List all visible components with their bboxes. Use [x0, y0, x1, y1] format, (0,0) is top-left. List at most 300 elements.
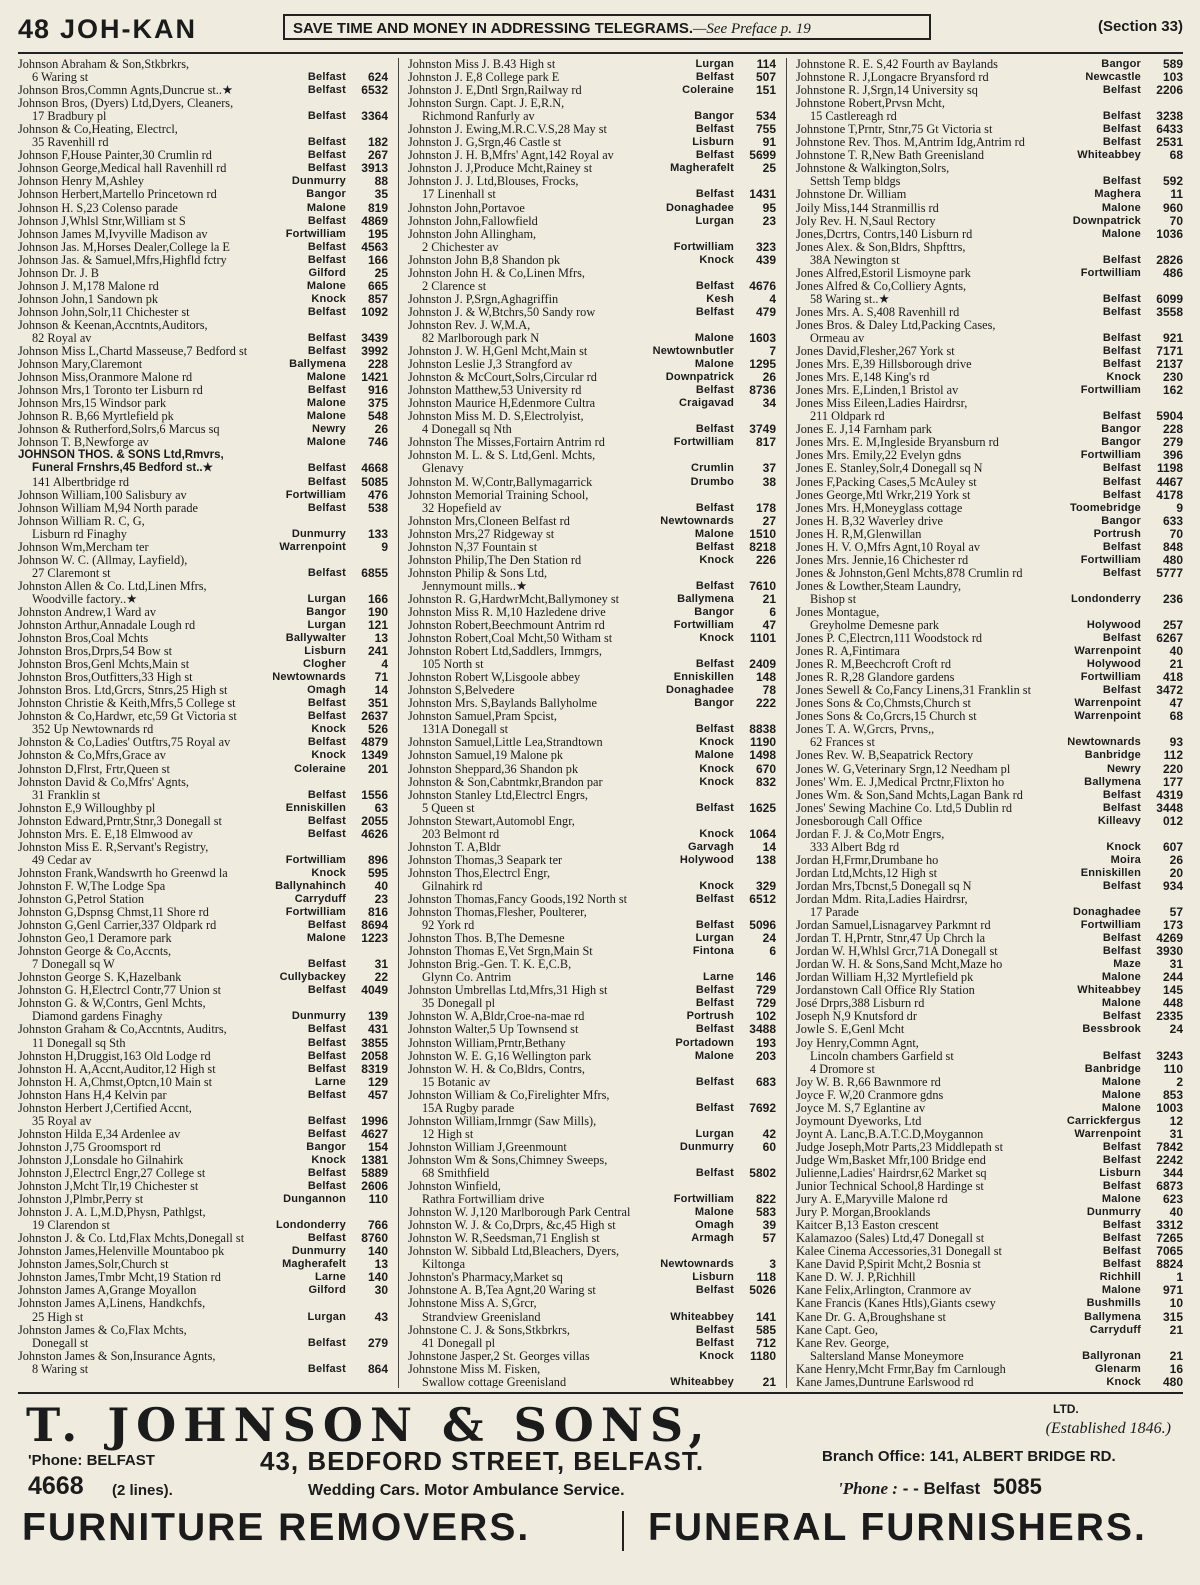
entry-number: 14: [374, 683, 388, 698]
entry-name: 82 Royal av: [32, 331, 92, 345]
entry-number: 220: [1162, 761, 1183, 776]
entry-name: 31 Franklin st: [32, 788, 101, 802]
entry-name: 8 Waring st: [32, 1362, 89, 1376]
entry-place: Knock: [311, 723, 346, 736]
directory-entry: [796, 358, 1183, 371]
directory-entry: [18, 136, 388, 149]
entry-name: Julienne,Ladies' Hairdrsr,62 Market sq: [796, 1166, 987, 1180]
entry-name: Joyce M. S,7 Eglantine av: [796, 1101, 926, 1115]
directory-entry: [796, 971, 1183, 984]
entry-number: 70: [1169, 526, 1183, 541]
entry-number: 486: [1162, 265, 1183, 280]
entry-number: 3930: [1156, 944, 1183, 959]
entry-name: Jones' Sewing Machine Co. Ltd,5 Dublin rd: [796, 801, 1013, 815]
entry-name: Johnston & Co,Mfrs,Grace av: [18, 749, 166, 763]
directory-entry: [408, 580, 776, 593]
entry-name: Johnstone T,Prntr, Stnr,75 Gt Victoria st: [796, 123, 993, 137]
entry-name: Johnston J. P,Srgn,Aghagriffin: [408, 292, 559, 306]
entry-number: 20: [1169, 865, 1183, 880]
header-rule: [18, 52, 1183, 54]
entry-name: Johnston Thos. B,The Demesne: [408, 932, 565, 946]
entry-number: 766: [367, 1218, 388, 1233]
entry-number: 1003: [1156, 1100, 1183, 1115]
entry-place: Belfast: [1102, 1153, 1141, 1166]
entry-number: 7692: [749, 1100, 776, 1115]
entry-name: Jones Mrs. Jennie,16 Chichester rd: [796, 553, 969, 567]
entry-number: 88: [374, 174, 388, 189]
entry-name: Johnston Philip & Sons Ltd,: [408, 566, 548, 580]
directory-entry: [18, 906, 388, 919]
entry-place: Fortwilliam: [285, 227, 346, 240]
entry-place: Lisburn: [304, 645, 346, 658]
entry-number: 228: [367, 357, 388, 372]
entry-number: 5889: [361, 1165, 388, 1180]
entry-name: Kane Dr. G. A,Broughshane st: [796, 1310, 946, 1324]
entry-name: Funeral Frnshrs,45 Bedford st..★: [32, 462, 213, 475]
entry-name: Johnson George,Medical hall Ravenhill rd: [18, 162, 227, 176]
entry-name: 4 Donegall sq Nth: [422, 423, 512, 437]
directory-entry: [796, 958, 1183, 971]
entry-place: Lurgan: [307, 619, 346, 632]
entry-number: 7065: [1156, 1244, 1183, 1259]
directory-entry: [18, 880, 388, 893]
directory-entry: [18, 1284, 388, 1297]
entry-name: Johnston William,Irnmgr (Saw Mills),: [408, 1114, 597, 1128]
directory-entry: [18, 619, 388, 632]
directory-entry: [18, 554, 388, 567]
entry-name: Johnston J,Electrcl Engr,27 College st: [18, 1166, 206, 1180]
entry-number: 1431: [749, 187, 776, 202]
entry-place: Knock: [699, 775, 734, 788]
entry-number: 8694: [361, 918, 388, 933]
entry-number: 3749: [749, 422, 776, 437]
entry-number: 448: [1162, 996, 1183, 1011]
telegram-banner: [283, 14, 931, 40]
entry-number: 154: [367, 1139, 388, 1154]
directory-entry: [796, 1089, 1183, 1102]
entry-place: Banbridge: [1084, 1062, 1141, 1075]
entry-number: 139: [367, 1009, 388, 1024]
entry-place: Bangor: [1101, 423, 1141, 436]
entry-place: Belfast: [307, 1114, 346, 1127]
entry-name: Johnston Miss J. B.43 High st: [408, 58, 556, 71]
entry-name: Woodville factory..★: [32, 592, 138, 606]
entry-place: Lurgan: [695, 1127, 734, 1140]
directory-entry: [18, 736, 388, 749]
directory-entry: [408, 84, 776, 97]
entry-number: 40: [1169, 1205, 1183, 1220]
entry-place: Ballywalter: [285, 632, 346, 645]
entry-place: [1135, 97, 1145, 110]
directory-entry: [796, 1245, 1183, 1258]
entry-number: 3558: [1156, 304, 1183, 319]
directory-entry: [18, 58, 388, 71]
entry-number: 1381: [361, 1152, 388, 1167]
entry-place: [728, 958, 738, 971]
entry-place: Lisburn: [692, 1271, 734, 1284]
entry-name: Jowle S. E,Genl Mcht: [796, 1023, 905, 1037]
directory-entry: [408, 293, 776, 306]
entry-name: Kane Felix,Arlington, Cranmore av: [796, 1284, 972, 1298]
entry-number: 11: [1170, 187, 1183, 202]
entry-place: Belfast: [695, 579, 734, 592]
entry-name: Kane Capt. Geo,: [796, 1323, 878, 1337]
directory-entry: [796, 1102, 1183, 1115]
entry-name: 19 Clarendon st: [32, 1219, 110, 1233]
entry-name: Jones Alex. & Son,Bldrs, Shpfttrs,: [796, 240, 966, 254]
directory-entry: [796, 1154, 1183, 1167]
directory-entry: [796, 502, 1183, 515]
directory-entry: [408, 984, 776, 997]
entry-number: 1: [1176, 1270, 1183, 1285]
entry-place: Belfast: [1102, 566, 1141, 579]
entry-name: Johnston Stanley Ltd,Electrcl Engrs,: [408, 788, 588, 802]
entry-place: Knock: [699, 632, 734, 645]
entry-place: Bangor: [306, 188, 346, 201]
entry-name: Johnston Graham & Co,Accntnts, Auditrs,: [18, 1023, 227, 1037]
entry-name: Johnston Frank,Wandswrth ho Greenwd la: [18, 866, 228, 880]
entry-name: Johnston Allen & Co. Ltd,Linen Mfrs,: [18, 579, 207, 593]
entry-place: Dunmurry: [291, 1010, 346, 1023]
entry-number: [738, 789, 776, 802]
entry-place: Belfast: [307, 919, 346, 932]
entry-number: 146: [755, 970, 776, 985]
entry-number: 6855: [361, 565, 388, 580]
directory-entry: [18, 1219, 388, 1232]
entry-name: Jones,Dcrtrs, Contrs,140 Lisburn rd: [796, 227, 973, 241]
directory-entry: [796, 854, 1183, 867]
entry-name: Diamond gardens Finaghy: [32, 1010, 163, 1024]
directory-entry: [408, 671, 776, 684]
directory-entry: [796, 384, 1183, 397]
entry-place: Belfast: [307, 331, 346, 344]
directory-entry: [408, 1180, 776, 1193]
entry-place: Malone: [694, 331, 734, 344]
entry-place: Londonderry: [275, 1219, 346, 1232]
directory-entry: [18, 384, 388, 397]
entry-number: 934: [1162, 878, 1183, 893]
directory-entry: [408, 619, 776, 632]
entry-number: 60: [762, 1139, 776, 1154]
directory-entry: [18, 893, 388, 906]
entry-number: 670: [755, 761, 776, 776]
entry-place: [340, 841, 350, 854]
entry-number: 6099: [1156, 291, 1183, 306]
entry-place: Belfast: [695, 384, 734, 397]
entry-number: 960: [1162, 200, 1183, 215]
entry-place: Belfast: [307, 149, 346, 162]
entry-name: Johnston Thomas,Flesher, Poulterer,: [408, 906, 587, 920]
entry-number: 31: [1169, 1126, 1183, 1141]
entry-place: Belfast: [307, 240, 346, 253]
entry-number: 34: [762, 396, 776, 411]
entry-name: Johnson W. C. (Allmay, Layfield),: [18, 553, 188, 567]
entry-number: 5699: [749, 148, 776, 163]
entry-name: Johnston Memorial Training School,: [408, 488, 589, 502]
entry-name: Johnston H,Druggist,163 Old Lodge rd: [18, 1049, 211, 1063]
entry-number: 3312: [1156, 1218, 1183, 1233]
entry-name: Johnston D,Flrst, Frtr,Queen st: [18, 762, 170, 776]
entry-name: Johnston F. W,The Lodge Spa: [18, 879, 166, 893]
directory-entry: [18, 254, 388, 267]
entry-number: 3448: [1156, 800, 1183, 815]
entry-number: 396: [1162, 448, 1183, 463]
entry-number: 102: [755, 1009, 776, 1024]
entry-place: [728, 867, 738, 880]
directory-entry: [408, 384, 776, 397]
entry-name: Johnston Robert Ltd,Saddlers, Irnmgrs,: [408, 645, 603, 659]
directory-entry: [18, 1141, 388, 1154]
entry-place: Belfast: [307, 1180, 346, 1193]
entry-number: 21: [1169, 1322, 1183, 1337]
entry-place: Magherafelt: [282, 1258, 346, 1271]
entry-number: [1145, 1037, 1183, 1050]
entry-place: Knock: [699, 553, 734, 566]
entry-number: [350, 1324, 388, 1337]
directory-entry: [18, 815, 388, 828]
entry-place: [340, 554, 350, 567]
entry-place: Coleraine: [682, 84, 734, 97]
entry-name: Jones H. R,M,Glenwillan: [796, 527, 922, 541]
directory-entry: [18, 645, 388, 658]
entry-place: Malone: [306, 279, 346, 292]
entry-place: Malone: [1101, 1101, 1141, 1114]
directory-entry: [796, 1141, 1183, 1154]
directory-column-3: [796, 58, 1183, 1388]
entry-name: Kalamazoo (Sales) Ltd,47 Donegall st: [796, 1232, 985, 1246]
advert-services: Wedding Cars. Motor Ambulance Service.: [308, 1482, 625, 1499]
entry-name: Kane James,Duntrune Earlswood rd: [796, 1375, 974, 1388]
entry-name: Johnston William & Co,Firelighter Mfrs,: [408, 1088, 610, 1102]
directory-entry: [408, 241, 776, 254]
entry-number: 173: [1162, 918, 1183, 933]
entry-number: 6873: [1156, 1179, 1183, 1194]
entry-number: 012: [1162, 813, 1183, 828]
entry-number: 43: [374, 1309, 388, 1324]
directory-entry: [18, 671, 388, 684]
directory-entry: [796, 580, 1183, 593]
directory-entry: [408, 932, 776, 945]
entry-number: 241: [367, 644, 388, 659]
entry-place: Knock: [699, 762, 734, 775]
entry-number: 103: [1162, 70, 1183, 85]
directory-entry: [796, 697, 1183, 710]
directory-entry: [796, 841, 1183, 854]
branch-phone-place: Belfast: [923, 1479, 981, 1498]
entry-number: 203: [755, 1048, 776, 1063]
entry-place: [1135, 162, 1145, 175]
entry-number: 853: [1162, 1087, 1183, 1102]
entry-name: Johnson J. M,178 Malone rd: [18, 279, 159, 293]
entry-place: Malone: [1101, 1284, 1141, 1297]
entry-name: JOHNSON THOS. & SONS Ltd,Rmvrs,: [18, 449, 224, 462]
entry-place: Lurgan: [695, 58, 734, 70]
entry-number: 182: [367, 135, 388, 150]
entry-number: 228: [1162, 422, 1183, 437]
entry-name: Johnston W. A,Bldr,Croe-na-mae rd: [408, 1010, 585, 1024]
directory-entry: [796, 1128, 1183, 1141]
directory-entry: [18, 919, 388, 932]
entry-name: Joseph N,9 Knutsford dr: [796, 1010, 917, 1024]
entry-place: Malone: [694, 358, 734, 371]
entry-place: Belfast: [307, 1232, 346, 1245]
entry-number: 7265: [1156, 1231, 1183, 1246]
entry-number: 4319: [1156, 787, 1183, 802]
directory-entry: [18, 423, 388, 436]
directory-entry: [796, 567, 1183, 580]
entry-place: Knock: [311, 866, 346, 879]
entry-place: Knock: [1106, 371, 1141, 384]
entry-number: 6: [769, 604, 776, 619]
entry-place: Fortwilliam: [1080, 919, 1141, 932]
directory-entry: [18, 215, 388, 228]
entry-number: 5026: [749, 1283, 776, 1298]
directory-entry: [796, 345, 1183, 358]
directory-entry: [796, 815, 1183, 828]
entry-place: Gilford: [308, 266, 346, 279]
directory-entry: [796, 1258, 1183, 1271]
entry-place: Whiteabbey: [670, 1375, 734, 1388]
entry-place: [1135, 893, 1145, 906]
entry-place: Lurgan: [307, 592, 346, 605]
entry-place: Belfast: [1102, 410, 1141, 423]
directory-entry: [408, 945, 776, 958]
directory-entry: [408, 1010, 776, 1023]
entry-name: 41 Donegall pl: [422, 1336, 496, 1350]
entry-name: Jones Alfred,Estoril Lismoyne park: [796, 266, 971, 280]
entry-name: 15 Castlereagh rd: [810, 110, 897, 124]
entry-number: 26: [1169, 852, 1183, 867]
entry-number: 12: [1169, 1113, 1183, 1128]
entry-name: Jones E. Stanley,Solr,4 Donegall sq N: [796, 462, 983, 476]
entry-name: 27 Claremont st: [32, 566, 111, 580]
entry-name: Johnson William M,94 North parade: [18, 501, 198, 515]
directory-entry: [796, 710, 1183, 723]
entry-name: Johnston Robert W,Lisgoole abbey: [408, 671, 581, 685]
directory-entry: [408, 606, 776, 619]
directory-entry: [18, 776, 388, 789]
entry-number: 864: [367, 1361, 388, 1376]
directory-entry: [18, 1167, 388, 1180]
entry-place: Belfast: [307, 71, 346, 84]
entry-place: Dunmurry: [291, 175, 346, 188]
entry-number: 110: [1163, 1061, 1183, 1076]
entry-place: Belfast: [1102, 488, 1141, 501]
entry-name: Johnston Leslie J,3 Strangford av: [408, 358, 573, 372]
entry-number: 166: [367, 591, 388, 606]
entry-name: Johnston John,Fallowfield: [408, 214, 538, 228]
entry-place: [728, 1245, 738, 1258]
entry-number: [738, 1063, 776, 1076]
entry-number: 2637: [361, 709, 388, 724]
entry-place: [1135, 606, 1145, 619]
directory-entry: [408, 1245, 776, 1258]
entry-name: Jones Alfred & Co,Colliery Agnts,: [796, 279, 967, 293]
entry-number: 21: [1169, 1348, 1183, 1363]
entry-place: [728, 815, 738, 828]
entry-name: Jennymount mills..★: [422, 579, 527, 593]
entry-name: 2 Chichester av: [422, 240, 499, 254]
entry-number: 38: [762, 474, 776, 489]
entry-number: 57: [1169, 905, 1183, 920]
entry-name: Jordan W. H. & Sons,Sand Mcht,Maze ho: [796, 958, 1003, 972]
entry-name: Jury A. E,Maryville Malone rd: [796, 1193, 948, 1207]
entry-place: Knock: [699, 736, 734, 749]
entry-number: 47: [1169, 696, 1183, 711]
directory-entry: [796, 149, 1183, 162]
entry-place: [1135, 1037, 1145, 1050]
entry-name: Jones P. C,Electrcn,111 Woodstock rd: [796, 632, 983, 646]
directory-entry: [18, 945, 388, 958]
directory-entry: [18, 606, 388, 619]
entry-number: 4627: [361, 1126, 388, 1141]
entry-place: Bushmills: [1086, 1297, 1141, 1310]
entry-number: 538: [367, 500, 388, 515]
directory-entry: [408, 1284, 776, 1297]
entry-number: 78: [762, 683, 776, 698]
entry-number: 47: [762, 618, 776, 633]
banner-ref: —See Preface p. 19: [693, 21, 811, 37]
entry-name: Johnston Thos,Electrcl Engr,: [408, 866, 551, 880]
entry-place: [1135, 319, 1145, 332]
directory-entry: [408, 202, 776, 215]
entry-name: Settsh Temp bldgs: [810, 175, 901, 189]
entry-number: 1190: [749, 735, 776, 750]
entry-number: 2: [1176, 1074, 1183, 1089]
entry-name: Johnston Miss E. R,Servant's Registry,: [18, 840, 209, 854]
entry-number: 755: [755, 122, 776, 137]
entry-place: Belfast: [307, 501, 346, 514]
directory-entry: [796, 215, 1183, 228]
entry-name: Johnston J,Lonsdale ho Gilnahirk: [18, 1153, 184, 1167]
entry-name: 35 Ravenhill rd: [32, 136, 109, 150]
entry-place: Belfast: [307, 475, 346, 488]
entry-name: Johnston G. H,Electrcl Contr,77 Union st: [18, 984, 222, 998]
entry-number: 22: [374, 970, 388, 985]
directory-entry: [408, 528, 776, 541]
directory-entry: [18, 984, 388, 997]
directory-entry: [18, 1010, 388, 1023]
entry-name: Johnston Robert,Beechmount Antrim rd: [408, 619, 605, 633]
entry-number: 971: [1162, 1283, 1183, 1298]
entry-place: Belfast: [1102, 175, 1141, 188]
entry-place: Ballymena: [677, 592, 734, 605]
entry-number: [738, 815, 776, 828]
entry-number: 507: [755, 70, 776, 85]
entry-place: Fortwilliam: [673, 240, 734, 253]
entry-name: Jordan F. J. & Co,Motr Engrs,: [796, 827, 945, 841]
entry-number: 267: [367, 148, 388, 163]
entry-number: 819: [367, 200, 388, 215]
directory-entry: [796, 671, 1183, 684]
entry-name: Johnstone R. J,Longacre Bryansford rd: [796, 71, 989, 85]
entry-name: Johnston Stewart,Automobl Engr,: [408, 814, 575, 828]
directory-entry: [408, 1258, 776, 1271]
directory-entry: [408, 893, 776, 906]
entry-place: Belfast: [1102, 1245, 1141, 1258]
entry-name: Johnston J. J. Ltd,Blouses, Frocks,: [408, 175, 579, 189]
entry-place: Belfast: [1102, 1232, 1141, 1245]
entry-place: Dunmurry: [679, 1140, 734, 1153]
entry-name: Johnston W. J,120 Marlborough Park Central: [408, 1206, 631, 1220]
entry-number: 1603: [749, 330, 776, 345]
entry-name: Jones George,Mtl Wrkr,219 York st: [796, 488, 971, 502]
entry-place: Belfast: [1102, 345, 1141, 358]
entry-place: [1135, 723, 1145, 736]
entry-number: 31: [374, 957, 388, 972]
entry-number: 5096: [749, 918, 776, 933]
directory-entry: [408, 1102, 776, 1115]
